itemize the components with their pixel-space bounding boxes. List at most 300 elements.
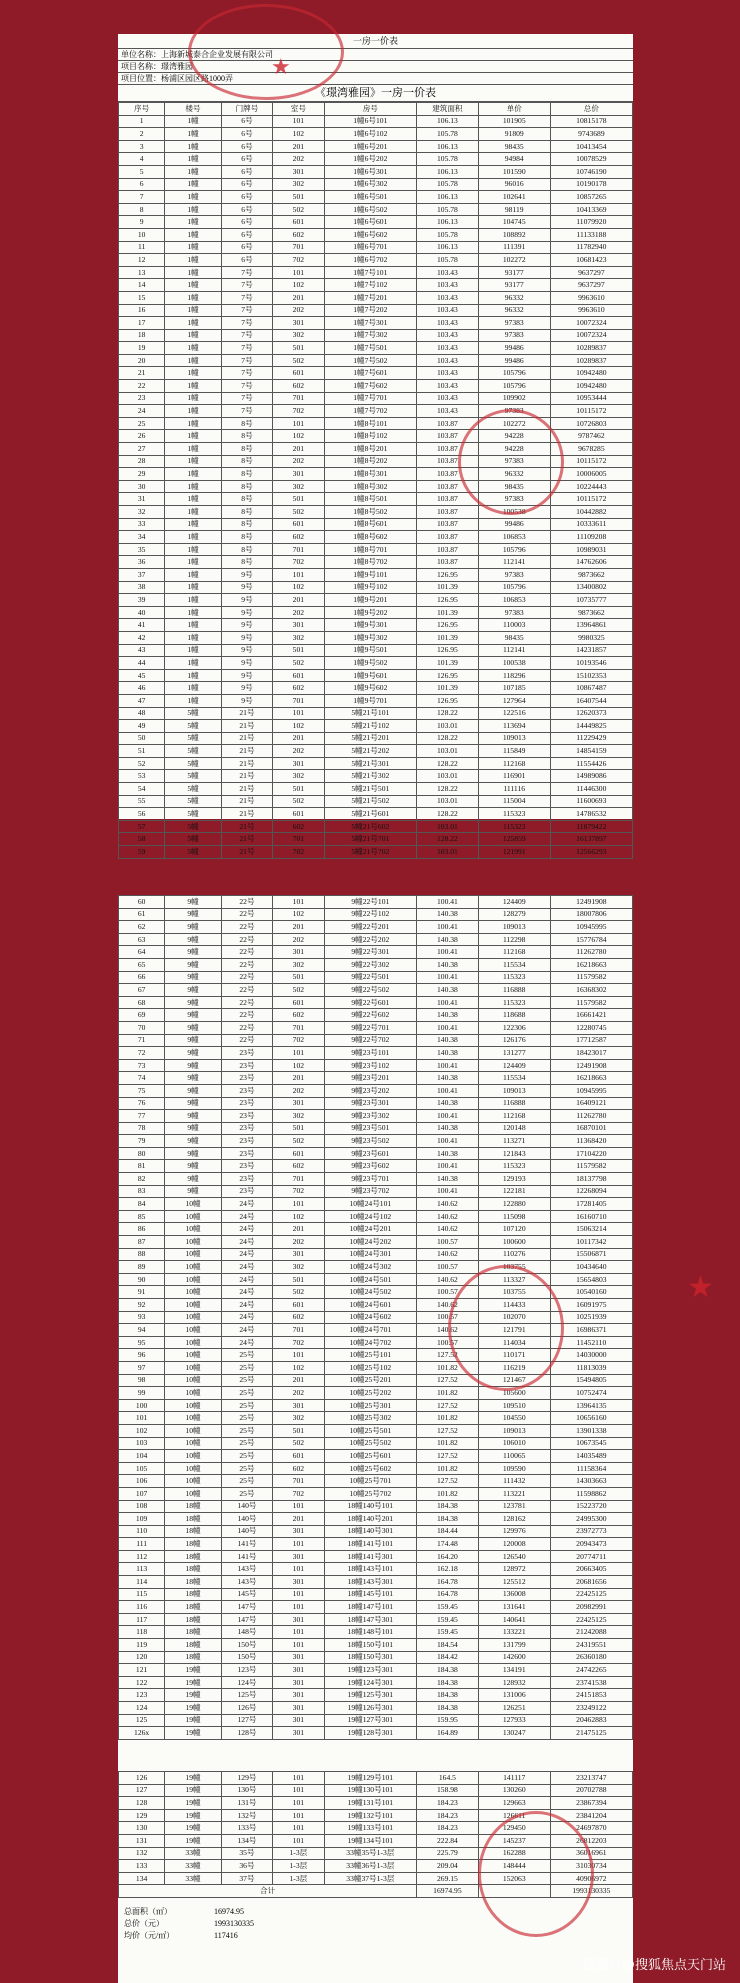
table-cell: 10224443 [550, 480, 632, 493]
table-cell: 1幢 [165, 694, 222, 707]
table-cell: 9幢 [165, 996, 222, 1009]
table-cell: 18幢 [165, 1563, 222, 1576]
table-cell: 103.87 [417, 430, 479, 443]
table-cell: 62 [119, 921, 165, 934]
table-cell: 1幢7号301 [324, 317, 417, 330]
table-cell: 101.82 [417, 1361, 479, 1374]
table-row [119, 1034, 633, 1047]
table-row [119, 1576, 633, 1589]
table-cell: 121991 [478, 846, 550, 859]
table-cell: 114 [119, 1576, 165, 1589]
table-cell: 501 [273, 191, 324, 204]
table-cell: 124 [119, 1702, 165, 1715]
table-cell: 22号 [221, 896, 272, 909]
table-cell: 127964 [478, 694, 550, 707]
table-cell: 9幢23号702 [324, 1185, 417, 1198]
table-cell: 103.87 [417, 556, 479, 569]
table-cell: 105796 [478, 380, 550, 393]
table-row [119, 317, 633, 330]
table-cell: 10幢 [165, 1412, 222, 1425]
table-cell: 1幢9号601 [324, 669, 417, 682]
table-cell: 128279 [478, 908, 550, 921]
table-cell: 24号 [221, 1248, 272, 1261]
table-row [119, 1273, 633, 1286]
table-row [119, 631, 633, 644]
table-row [119, 846, 633, 859]
table-cell: 159.45 [417, 1613, 479, 1626]
table-cell: 9幢 [165, 1160, 222, 1173]
table-cell: 23号 [221, 1160, 272, 1173]
table-cell: 501 [273, 1424, 324, 1437]
table-cell: 202 [273, 606, 324, 619]
table-cell: 601 [273, 367, 324, 380]
table-cell: 33幢36号1-3层 [324, 1860, 417, 1873]
table-cell: 128.22 [417, 833, 479, 846]
table-cell: 97383 [478, 606, 550, 619]
table-cell: 201 [273, 1513, 324, 1526]
table-cell: 602 [273, 1009, 324, 1022]
table-cell: 24 [119, 405, 165, 418]
table-cell: 103 [119, 1437, 165, 1450]
table-cell: 8 [119, 203, 165, 216]
table-cell: 9幢23号701 [324, 1173, 417, 1186]
table-cell: 125号 [221, 1689, 272, 1702]
table-cell: 128972 [478, 1563, 550, 1576]
table-cell: 30 [119, 480, 165, 493]
table-cell: 68 [119, 996, 165, 1009]
table-cell: 116888 [478, 1097, 550, 1110]
table-cell: 1幢8号701 [324, 543, 417, 556]
table-cell: 18幢147号101 [324, 1601, 417, 1614]
table-cell: 1幢 [165, 153, 222, 166]
table-cell: 10幢24号701 [324, 1324, 417, 1337]
table-cell: 103.43 [417, 380, 479, 393]
table-cell: 22号 [221, 958, 272, 971]
table-row [119, 682, 633, 695]
table-cell: 10413454 [550, 140, 632, 153]
table-cell: 110171 [478, 1349, 550, 1362]
table-cell: 602 [273, 531, 324, 544]
table-row [119, 694, 633, 707]
table-cell: 602 [273, 228, 324, 241]
table-cell: 9幢 [165, 1110, 222, 1123]
table-cell: 7号 [221, 304, 272, 317]
table-cell: 201 [273, 443, 324, 456]
table-cell: 501 [273, 644, 324, 657]
table-cell: 103.87 [417, 417, 479, 430]
table-cell: 1幢 [165, 178, 222, 191]
table-cell: 113221 [478, 1487, 550, 1500]
table-cell: 11452110 [550, 1336, 632, 1349]
table-cell: 102 [273, 720, 324, 733]
table-cell: 100.41 [417, 1021, 479, 1034]
table-cell: 9980325 [550, 631, 632, 644]
table-cell: 9幢 [165, 921, 222, 934]
table-row [119, 543, 633, 556]
table-cell: 184.54 [417, 1639, 479, 1652]
table-row [119, 644, 633, 657]
table-cell: 100.41 [417, 996, 479, 1009]
table-row [119, 291, 633, 304]
table-cell: 9幢 [165, 1047, 222, 1060]
table-row [119, 241, 633, 254]
table-cell: 140.62 [417, 1210, 479, 1223]
table-cell: 1幢7号201 [324, 291, 417, 304]
table-cell: 100.57 [417, 1336, 479, 1349]
table-cell: 301 [273, 1576, 324, 1589]
table-row [119, 783, 633, 796]
table-cell: 9幢 [165, 933, 222, 946]
table-cell: 10945995 [550, 921, 632, 934]
table-cell: 1幢 [165, 443, 222, 456]
column-header: 单价 [478, 103, 550, 116]
table-cell: 501 [273, 971, 324, 984]
table-row [119, 1822, 633, 1835]
table-cell: 22号 [221, 1009, 272, 1022]
table-cell: 19幢130号101 [324, 1784, 417, 1797]
table-cell: 121467 [478, 1374, 550, 1387]
table-cell: 1幢 [165, 644, 222, 657]
table-cell: 102 [273, 1361, 324, 1374]
table-cell: 124号 [221, 1676, 272, 1689]
table-cell: 33幢 [165, 1860, 222, 1873]
table-cell: 8号 [221, 531, 272, 544]
table-cell: 7号 [221, 329, 272, 342]
table-cell: 73 [119, 1059, 165, 1072]
table-row [119, 430, 633, 443]
table-cell: 14303663 [550, 1475, 632, 1488]
table-cell: 98 [119, 1374, 165, 1387]
table-cell: 21号 [221, 820, 272, 833]
table-cell: 23号 [221, 1097, 272, 1110]
table-row [119, 1437, 633, 1450]
table-cell: 21号 [221, 720, 272, 733]
table-cell: 126251 [478, 1702, 550, 1715]
table-cell: 93 [119, 1311, 165, 1324]
table-cell: 101590 [478, 165, 550, 178]
table-row [119, 581, 633, 594]
table-cell: 26 [119, 430, 165, 443]
table-cell: 301 [273, 317, 324, 330]
table-cell: 101 [273, 1047, 324, 1060]
table-cell: 50 [119, 732, 165, 745]
table-cell: 40906972 [550, 1872, 632, 1885]
table-cell: 10幢 [165, 1424, 222, 1437]
table-cell: 19幢127号301 [324, 1714, 417, 1727]
sheet-header-title: 一房一价表 [118, 34, 633, 49]
table-cell: 184.23 [417, 1809, 479, 1822]
table-cell: 24号 [221, 1311, 272, 1324]
table-cell: 5幢 [165, 720, 222, 733]
table-cell: 110065 [478, 1450, 550, 1463]
table-row [119, 1122, 633, 1135]
table-cell: 14989086 [550, 770, 632, 783]
table-cell: 1幢 [165, 228, 222, 241]
table-cell: 10540160 [550, 1286, 632, 1299]
table-cell: 201 [273, 291, 324, 304]
table-row [119, 1349, 633, 1362]
table-cell: 10幢 [165, 1349, 222, 1362]
table-cell: 18423017 [550, 1047, 632, 1060]
table-cell: 15654803 [550, 1273, 632, 1286]
table-cell: 60 [119, 896, 165, 909]
table-row [119, 1613, 633, 1626]
table-cell: 159.45 [417, 1626, 479, 1639]
table-cell: 1-3层 [273, 1847, 324, 1860]
table-cell: 1幢8号702 [324, 556, 417, 569]
table-cell: 64 [119, 946, 165, 959]
table-cell: 103.87 [417, 455, 479, 468]
table-cell: 159.45 [417, 1601, 479, 1614]
table-cell: 92 [119, 1299, 165, 1312]
table-cell: 23213747 [550, 1772, 632, 1785]
table-row [119, 921, 633, 934]
table-cell: 19幢123号301 [324, 1664, 417, 1677]
table-cell: 19幢134号101 [324, 1834, 417, 1847]
table-cell: 702 [273, 1336, 324, 1349]
table-cell: 184.38 [417, 1500, 479, 1513]
table-cell: 5幢 [165, 783, 222, 796]
table-cell: 9幢 [165, 958, 222, 971]
table-cell: 201 [273, 140, 324, 153]
table-cell: 502 [273, 657, 324, 670]
table-cell: 19幢128号301 [324, 1727, 417, 1740]
table-cell: 9637297 [550, 279, 632, 292]
table-cell: 301 [273, 468, 324, 481]
column-header: 楼号 [165, 103, 222, 116]
table-cell: 1幢 [165, 317, 222, 330]
table-cell: 23841204 [550, 1809, 632, 1822]
table-cell: 102641 [478, 191, 550, 204]
table-cell: 97383 [478, 568, 550, 581]
table-row [119, 1664, 633, 1677]
table-cell: 116901 [478, 770, 550, 783]
table-cell: 26812203 [550, 1834, 632, 1847]
table-cell: 10953444 [550, 392, 632, 405]
table-cell: 601 [273, 996, 324, 1009]
table-cell: 1幢 [165, 165, 222, 178]
table-row [119, 1286, 633, 1299]
table-cell: 100.41 [417, 1135, 479, 1148]
table-cell: 10幢25号702 [324, 1487, 417, 1500]
table-cell: 18幢140号301 [324, 1525, 417, 1538]
table-cell: 18幢 [165, 1500, 222, 1513]
table-cell: 1幢 [165, 631, 222, 644]
table-cell: 1幢 [165, 493, 222, 506]
table-cell: 9幢23号301 [324, 1097, 417, 1110]
table-cell: 701 [273, 241, 324, 254]
price-table-3 [118, 1771, 633, 1898]
table-cell: 1幢8号202 [324, 455, 417, 468]
table-cell: 59 [119, 846, 165, 859]
table-cell: 10幢25号101 [324, 1349, 417, 1362]
total-row [119, 1885, 633, 1898]
table-cell: 601 [273, 1299, 324, 1312]
table-cell: 24号 [221, 1286, 272, 1299]
table-cell: 130 [119, 1822, 165, 1835]
table-cell: 162288 [478, 1847, 550, 1860]
table-cell: 105.78 [417, 153, 479, 166]
table-cell: 19幢132号101 [324, 1809, 417, 1822]
table-cell: 1幢 [165, 543, 222, 556]
table-row [119, 1299, 633, 1312]
table-cell: 10673545 [550, 1437, 632, 1450]
table-cell: 18幢143号101 [324, 1563, 417, 1576]
table-row [119, 795, 633, 808]
table-row [119, 946, 633, 959]
table-cell: 23号 [221, 1059, 272, 1072]
table-cell: 141117 [478, 1772, 550, 1785]
table-cell: 128 [119, 1797, 165, 1810]
table-row [119, 1424, 633, 1437]
table-cell: 9号 [221, 594, 272, 607]
table-cell: 103.01 [417, 820, 479, 833]
table-cell: 1幢 [165, 128, 222, 141]
table-cell: 104745 [478, 216, 550, 229]
table-cell: 201 [273, 921, 324, 934]
table-cell: 16661421 [550, 1009, 632, 1022]
table-cell: 10幢25号102 [324, 1361, 417, 1374]
table-cell: 1幢7号102 [324, 279, 417, 292]
table-cell: 10989031 [550, 543, 632, 556]
table-cell: 9幢22号502 [324, 984, 417, 997]
table-cell: 45 [119, 669, 165, 682]
table-cell: 11446300 [550, 783, 632, 796]
table-cell: 301 [273, 946, 324, 959]
table-cell: 12268094 [550, 1185, 632, 1198]
table-cell: 24742265 [550, 1664, 632, 1677]
table-cell: 25号 [221, 1437, 272, 1450]
table-cell: 1幢 [165, 342, 222, 355]
table-cell: 25 [119, 417, 165, 430]
table-cell: 150号 [221, 1639, 272, 1652]
table-cell: 19幢126号301 [324, 1702, 417, 1715]
table-cell: 127.52 [417, 1475, 479, 1488]
table-cell: 701 [273, 833, 324, 846]
table-cell: 302 [273, 1261, 324, 1274]
table-cell: 1幢 [165, 405, 222, 418]
table-cell: 128.22 [417, 808, 479, 821]
table-cell: 5幢21号202 [324, 745, 417, 758]
table-cell: 1幢8号502 [324, 506, 417, 519]
table-cell: 10幢 [165, 1223, 222, 1236]
table-cell: 10幢 [165, 1299, 222, 1312]
table-cell: 140号 [221, 1525, 272, 1538]
table-cell: 701 [273, 1021, 324, 1034]
table-cell: 103.87 [417, 506, 479, 519]
table-cell: 8号 [221, 417, 272, 430]
table-cell: 10413369 [550, 203, 632, 216]
table-cell: 131006 [478, 1689, 550, 1702]
table-cell: 101.82 [417, 1487, 479, 1500]
table-cell: 601 [273, 808, 324, 821]
table-cell: 9幢22号601 [324, 996, 417, 1009]
table-cell: 502 [273, 795, 324, 808]
table-cell: 22号 [221, 921, 272, 934]
table-cell: 9 [119, 216, 165, 229]
table-cell: 701 [273, 1173, 324, 1186]
table-cell: 10117342 [550, 1236, 632, 1249]
table-cell: 122 [119, 1676, 165, 1689]
table-cell: 301 [273, 1525, 324, 1538]
table-cell: 19幢 [165, 1784, 222, 1797]
table-cell: 16218663 [550, 958, 632, 971]
table-row [119, 1185, 633, 1198]
table-cell: 108 [119, 1500, 165, 1513]
project-name: 项目名称：璟湾雅园 [118, 61, 633, 73]
table-cell: 35 [119, 543, 165, 556]
table-cell: 12280745 [550, 1021, 632, 1034]
table-cell: 1幢 [165, 254, 222, 267]
table-cell: 123 [119, 1689, 165, 1702]
table-cell: 18幢 [165, 1525, 222, 1538]
table-cell: 702 [273, 405, 324, 418]
table-cell: 15223720 [550, 1500, 632, 1513]
table-cell: 101 [273, 1772, 324, 1785]
table-cell: 1幢 [165, 115, 222, 128]
table-cell: 102 [273, 1059, 324, 1072]
table-cell: 23号 [221, 1047, 272, 1060]
table-cell: 184.23 [417, 1797, 479, 1810]
table-cell: 101.39 [417, 606, 479, 619]
table-row [119, 908, 633, 921]
table-cell: 63 [119, 933, 165, 946]
table-cell: 10幢 [165, 1361, 222, 1374]
table-cell: 140.38 [417, 958, 479, 971]
table-cell: 98435 [478, 140, 550, 153]
table-cell: 22 [119, 380, 165, 393]
table-cell: 106.13 [417, 241, 479, 254]
table-cell: 301 [273, 1550, 324, 1563]
table-cell: 1幢7号601 [324, 367, 417, 380]
table-cell: 1幢7号501 [324, 342, 417, 355]
table-cell: 10735777 [550, 594, 632, 607]
table-row [119, 1261, 633, 1274]
table-cell: 702 [273, 1034, 324, 1047]
table-cell: 702 [273, 1487, 324, 1500]
table-cell: 18幢 [165, 1651, 222, 1664]
table-cell: 1幢6号702 [324, 254, 417, 267]
table-cell: 101 [273, 1601, 324, 1614]
table-cell: 23号 [221, 1084, 272, 1097]
table-cell: 10幢25号701 [324, 1475, 417, 1488]
table-cell: 1幢7号502 [324, 354, 417, 367]
table-row [119, 1500, 633, 1513]
table-cell: 502 [273, 1437, 324, 1450]
table-cell: 115323 [478, 820, 550, 833]
table-cell: 10746190 [550, 165, 632, 178]
table-row [119, 745, 633, 758]
table-cell: 37 [119, 568, 165, 581]
table-cell: 9幢 [165, 1021, 222, 1034]
table-cell: 127.52 [417, 1374, 479, 1387]
table-row [119, 1160, 633, 1173]
table-cell: 100538 [478, 657, 550, 670]
table-cell: 502 [273, 506, 324, 519]
table-cell: 7号 [221, 266, 272, 279]
table-cell: 39 [119, 594, 165, 607]
table-cell: 126.95 [417, 619, 479, 632]
table-cell: 1幢 [165, 140, 222, 153]
table-cell: 49 [119, 720, 165, 733]
table-cell: 101 [273, 707, 324, 720]
table-cell: 106.13 [417, 216, 479, 229]
table-cell: 140号 [221, 1513, 272, 1526]
table-cell: 61 [119, 908, 165, 921]
table-cell: 101.39 [417, 682, 479, 695]
table-cell: 1幢9号701 [324, 694, 417, 707]
table-cell: 133 [119, 1860, 165, 1873]
